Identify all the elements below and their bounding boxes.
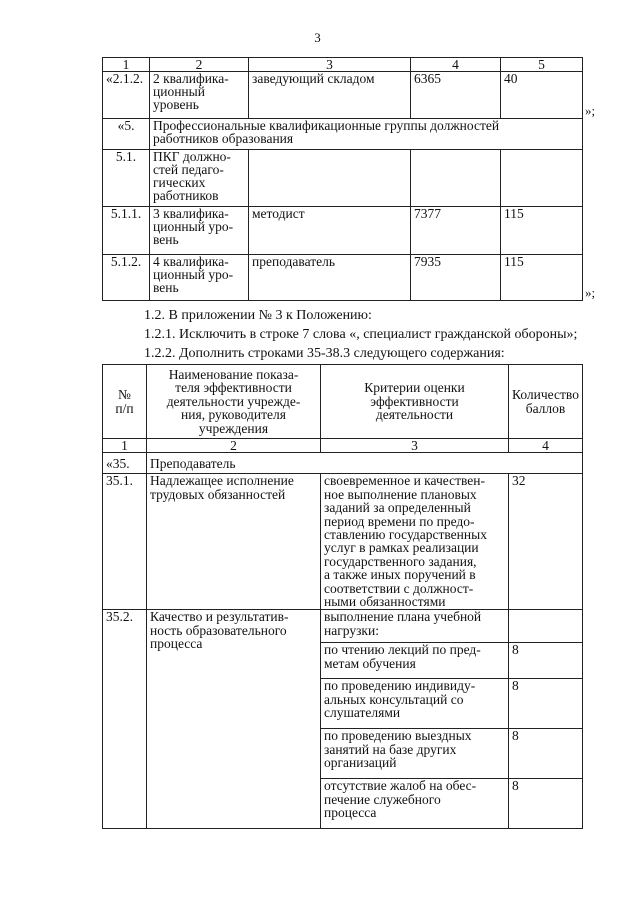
col-number-1: 1 xyxy=(103,439,147,453)
header-number: № п/п xyxy=(103,365,147,439)
salary-value: 6365 xyxy=(411,72,501,119)
table-row xyxy=(103,207,583,255)
qualification-level: 3 квалифика- ционный уро- вень xyxy=(150,207,249,255)
coefficient-value xyxy=(501,150,583,207)
table-row xyxy=(103,255,583,301)
position-name xyxy=(249,150,411,207)
col-number-4: 4 xyxy=(509,439,583,453)
col-number-3: 3 xyxy=(249,58,411,72)
position-name: методист xyxy=(249,207,411,255)
paragraph-1-2: 1.2. В приложении № 3 к Положению: xyxy=(144,308,372,323)
table-row xyxy=(103,119,583,150)
salary-value: 7935 xyxy=(411,255,501,301)
coefficient-value: 115 xyxy=(501,255,583,301)
table-row xyxy=(103,453,583,474)
row-number: 35.2. xyxy=(103,610,147,829)
points-value: 8 xyxy=(509,779,583,829)
header-criteria: Критерии оценки эффективности деятельности xyxy=(321,365,509,439)
col-number-1: 1 xyxy=(103,58,150,72)
qualification-table xyxy=(102,57,583,301)
criteria-text: по чтению лекций по пред- метам обучения xyxy=(321,643,509,679)
salary-value: 7377 xyxy=(411,207,501,255)
indicator-name: Качество и результатив- ность образовательного процесса xyxy=(147,610,321,829)
performance-criteria-table xyxy=(102,364,583,829)
section-title: Профессиональные квалификационные группы должностей работников образования xyxy=(150,119,583,150)
row-number: «35. xyxy=(103,453,147,474)
closing-quote-mark: »; xyxy=(585,103,596,118)
paragraph-1-2-1: 1.2.1. Исключить в строке 7 слова «, специалист гражданской обороны»; xyxy=(144,327,578,342)
row-number: 5.1.1. xyxy=(103,207,150,255)
criteria-text: выполнение плана учебной нагрузки: xyxy=(321,610,509,643)
coefficient-value: 115 xyxy=(501,207,583,255)
col-number-4: 4 xyxy=(411,58,501,72)
table-row xyxy=(103,474,583,610)
col-number-2: 2 xyxy=(147,439,321,453)
criteria-text: по проведению выездных занятий на базе других организаций xyxy=(321,729,509,779)
table-row xyxy=(103,150,583,207)
qualification-level: 4 квалифика- ционный уро- вень xyxy=(150,255,249,301)
header-indicator: Наименование показа- теля эффективности деятельности учрежде- ния, руководителя учреждения xyxy=(147,365,321,439)
points-value xyxy=(509,610,583,643)
indicator-name: Надлежащее исполнение трудовых обязанностей xyxy=(147,474,321,610)
points-value: 8 xyxy=(509,643,583,679)
col-number-5: 5 xyxy=(501,58,583,72)
table-row xyxy=(103,610,583,643)
row-number: 5.1.2. xyxy=(103,255,150,301)
header-points: Количество баллов xyxy=(509,365,583,439)
criteria-text: по проведению индивиду- альных консультаций со слушателями xyxy=(321,679,509,729)
coefficient-value: 40 xyxy=(501,72,583,119)
qualification-level: ПКГ должно- стей педаго- гических работников xyxy=(150,150,249,207)
row-number: «5. xyxy=(103,119,150,150)
col-number-3: 3 xyxy=(321,439,509,453)
position-name: преподаватель xyxy=(249,255,411,301)
points-value: 32 xyxy=(509,474,583,610)
position-name: заведующий складом xyxy=(249,72,411,119)
page-number: 3 xyxy=(314,30,321,45)
row-number: «2.1.2. xyxy=(103,72,150,119)
points-value: 8 xyxy=(509,679,583,729)
row-number: 35.1. xyxy=(103,474,147,610)
table-row xyxy=(103,72,583,119)
points-value: 8 xyxy=(509,729,583,779)
salary-value xyxy=(411,150,501,207)
section-title: Преподаватель xyxy=(147,453,583,474)
closing-quote-mark: »; xyxy=(585,285,596,300)
criteria-text: своевременное и качествен- ное выполнение плановых заданий за определенный период времени по предо- ставлению государственных услуг в рамках реализации государственного задания, а также иных поручений в соответствии с должност- ными обязанностями xyxy=(321,474,509,610)
paragraph-1-2-2: 1.2.2. Дополнить строками 35-38.3 следующего содержания: xyxy=(144,346,505,361)
row-number: 5.1. xyxy=(103,150,150,207)
col-number-2: 2 xyxy=(150,58,249,72)
criteria-text: отсутствие жалоб на обес- печение служебного процесса xyxy=(321,779,509,829)
qualification-level: 2 квалифика- ционный уровень xyxy=(150,72,249,119)
